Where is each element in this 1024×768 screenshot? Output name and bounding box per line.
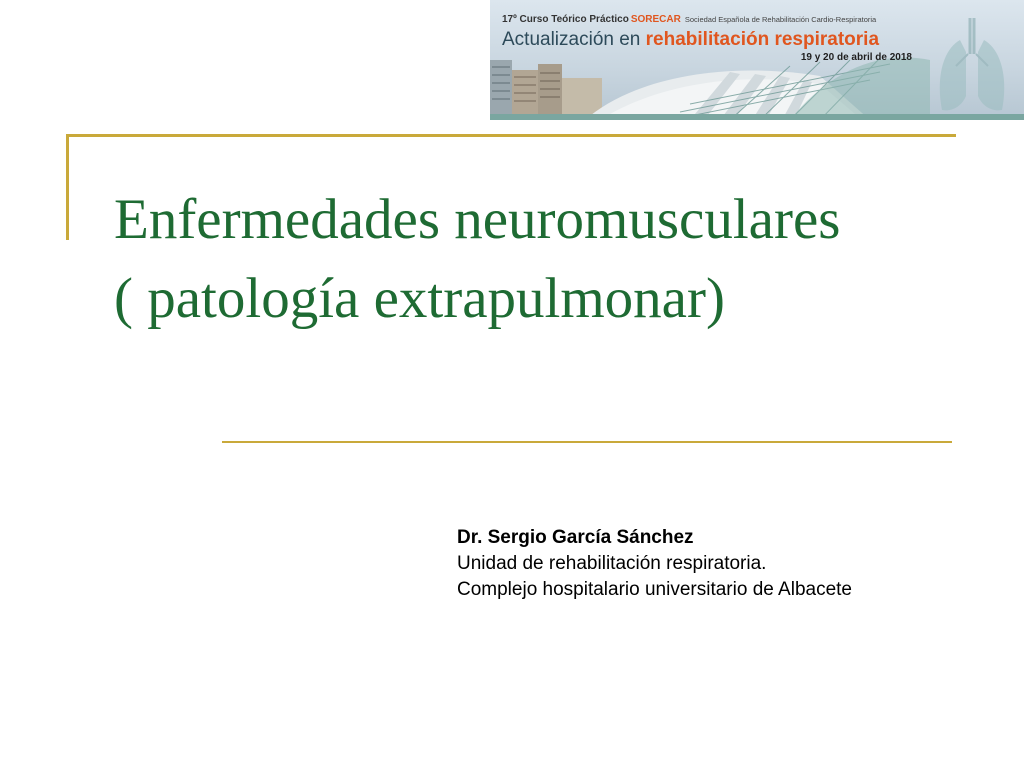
banner-headline-prefix: Actualización en [502,29,641,50]
frame-bottom-line [222,441,952,443]
banner-course-line [502,14,876,26]
frame-left-line [66,134,69,240]
banner-bottom-strip [490,114,1024,120]
banner-society: Sociedad Española de Rehabilitación Cardio-Respiratoria [684,15,877,24]
slide-title-line1: Enfermedades neuromusculares [114,188,841,251]
author-block [457,525,852,603]
author-name: Dr. Sergio García Sánchez [457,527,694,548]
frame-top-line [66,134,956,137]
author-hospital: Complejo hospitalario universitario de Albacete [457,579,853,600]
banner-headline [502,29,879,51]
course-banner [490,0,1024,120]
author-unit: Unidad de rehabilitación respiratoria. [457,553,767,574]
banner-organization: SORECAR [630,14,681,25]
banner-dates: 19 y 20 de abril de 2018 [800,52,912,63]
slide-title-line2: ( patología extrapulmonar) [114,267,725,330]
slide-title [114,180,994,338]
banner-course: 17º Curso Teórico Práctico [502,14,629,25]
banner-headline-highlight: rehabilitación respiratoria [645,29,880,50]
